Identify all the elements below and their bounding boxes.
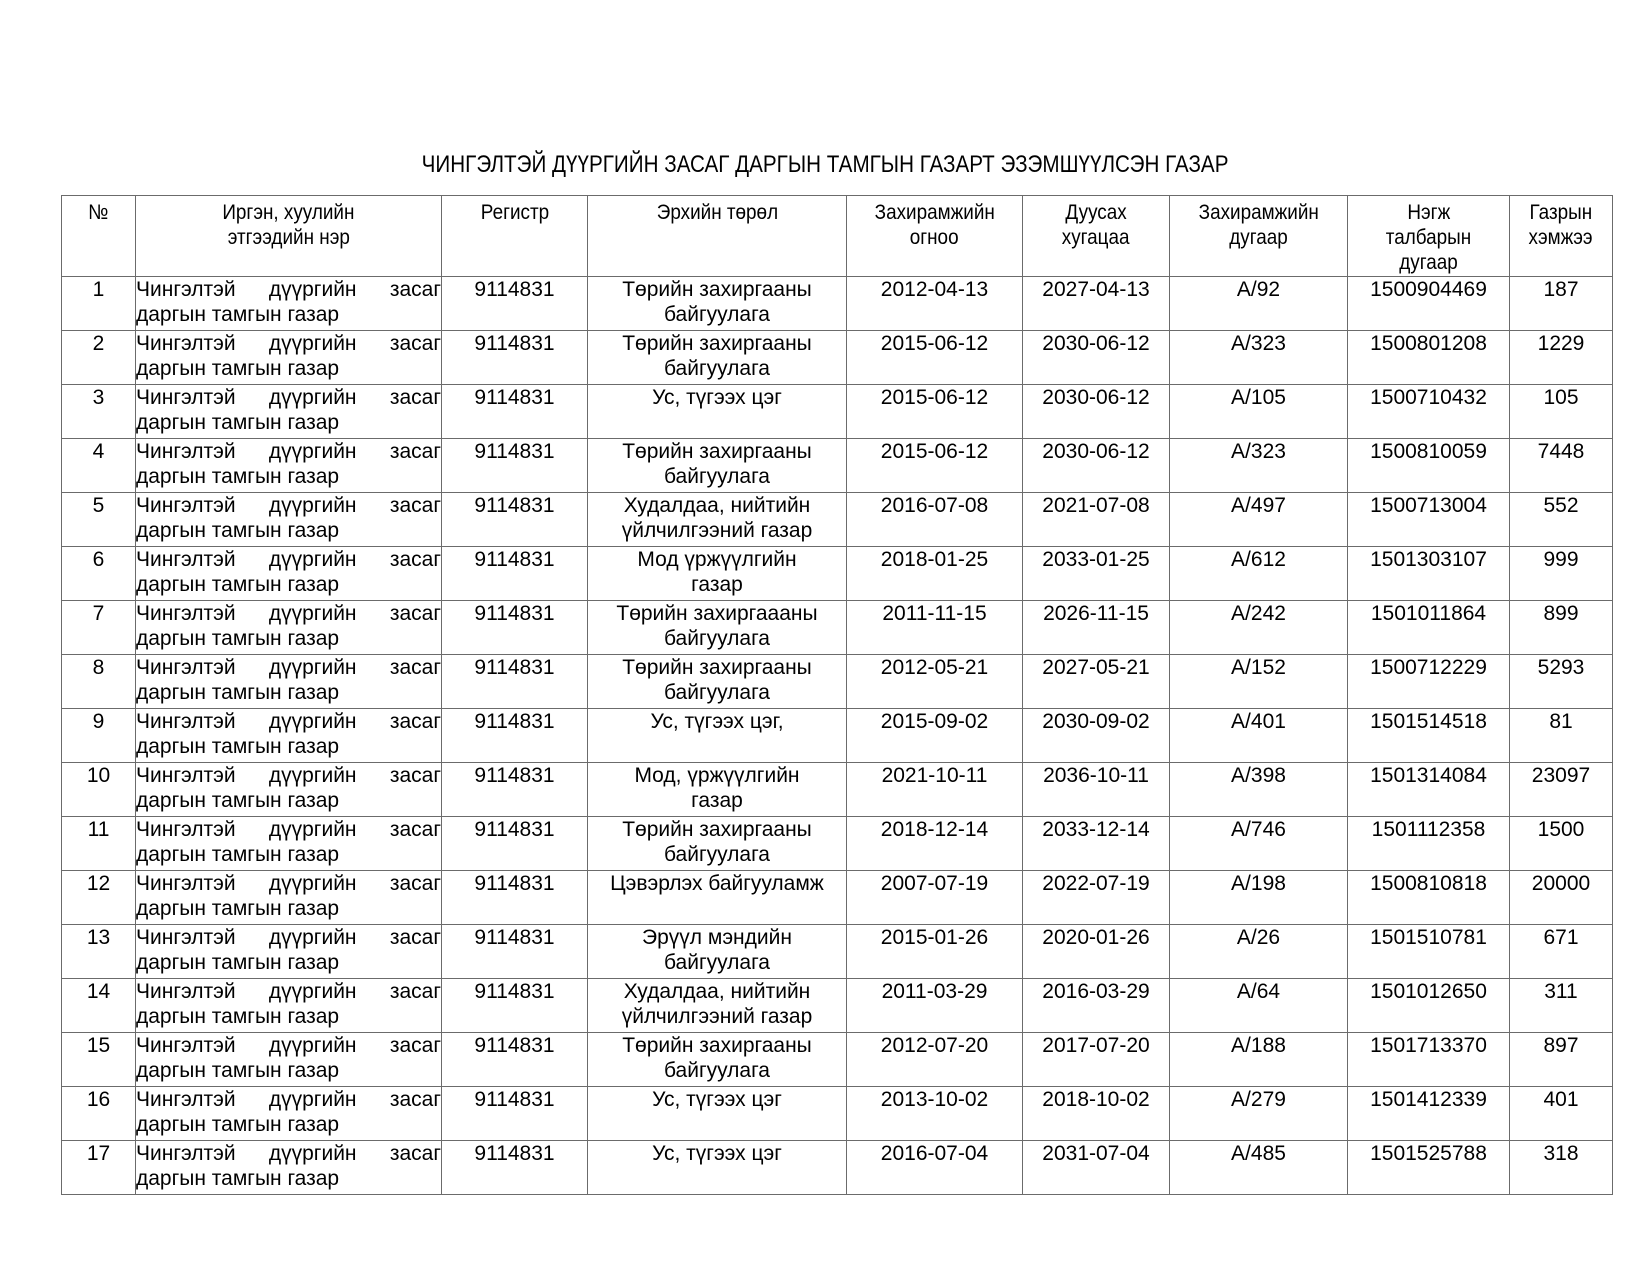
header-parcel-no [1348, 196, 1510, 277]
cell-name-line2: даргын тамгын газар [136, 411, 340, 434]
cell-type-line2: байгуулага [664, 303, 770, 326]
cell-end-date: 2020-01-26 [1023, 925, 1170, 979]
cell-register: 9114831 [442, 1087, 588, 1141]
cell-no: 6 [62, 547, 136, 601]
cell-parcel-no: 1501011864 [1348, 601, 1510, 655]
cell-order-no: А/398 [1170, 763, 1348, 817]
cell-name-line1: Чингэлтэй дүүргийн засаг [136, 1088, 441, 1111]
header-area-line: Газрын [1529, 201, 1593, 224]
table-row [62, 979, 1613, 1033]
cell-order-date: 2021-10-11 [847, 763, 1023, 817]
cell-no: 12 [62, 871, 136, 925]
cell-name-line2: даргын тамгын газар [136, 789, 340, 812]
cell-name-line2: даргын тамгын газар [136, 1167, 340, 1190]
cell-type-line1: Худалдаа, нийтийн [623, 980, 811, 1003]
cell-order-date: 2013-10-02 [847, 1087, 1023, 1141]
cell-register: 9114831 [442, 817, 588, 871]
cell-type-line1: Төрийн захиргаааны [616, 602, 818, 625]
cell-end-date: 2026-11-15 [1023, 601, 1170, 655]
cell-right-type [588, 709, 847, 763]
header-order-no-line: дугаар [1229, 226, 1288, 249]
cell-type-line1: Төрийн захиргааны [622, 656, 812, 679]
cell-name-line2: даргын тамгын газар [136, 735, 340, 758]
cell-order-no: А/198 [1170, 871, 1348, 925]
cell-no: 3 [62, 385, 136, 439]
cell-area: 899 [1510, 601, 1613, 655]
cell-name [136, 601, 442, 655]
cell-end-date: 2030-06-12 [1023, 385, 1170, 439]
cell-name [136, 493, 442, 547]
cell-name-line2: даргын тамгын газар [136, 951, 340, 974]
cell-parcel-no: 1501514518 [1348, 709, 1510, 763]
cell-register: 9114831 [442, 925, 588, 979]
cell-parcel-no: 1501012650 [1348, 979, 1510, 1033]
header-order-date-line: огноо [910, 226, 959, 249]
table-row [62, 601, 1613, 655]
cell-register: 9114831 [442, 385, 588, 439]
cell-order-date: 2015-06-12 [847, 439, 1023, 493]
header-end-date [1023, 196, 1170, 277]
cell-end-date: 2017-07-20 [1023, 1033, 1170, 1087]
cell-name [136, 1087, 442, 1141]
cell-name-line2: даргын тамгын газар [136, 1059, 340, 1082]
cell-name-line1: Чингэлтэй дүүргийн засаг [136, 548, 441, 571]
header-no [62, 196, 136, 277]
header-register-line: Регистр [480, 201, 549, 224]
cell-order-date: 2015-01-26 [847, 925, 1023, 979]
cell-order-no: А/323 [1170, 439, 1348, 493]
cell-right-type [588, 979, 847, 1033]
cell-type-line1: Ус, түгээх цэг [652, 1088, 782, 1111]
header-area [1510, 196, 1613, 277]
cell-name-line1: Чингэлтэй дүүргийн засаг [136, 872, 441, 895]
cell-register: 9114831 [442, 277, 588, 331]
cell-register: 9114831 [442, 871, 588, 925]
cell-order-no: А/497 [1170, 493, 1348, 547]
table-row [62, 277, 1613, 331]
cell-type-line2: байгуулага [664, 465, 770, 488]
cell-name-line2: даргын тамгын газар [136, 1113, 340, 1136]
cell-right-type [588, 925, 847, 979]
cell-register: 9114831 [442, 493, 588, 547]
cell-name-line1: Чингэлтэй дүүргийн засаг [136, 278, 441, 301]
cell-area: 23097 [1510, 763, 1613, 817]
cell-name-line1: Чингэлтэй дүүргийн засаг [136, 440, 441, 463]
cell-type-line2: газар [691, 789, 743, 812]
cell-name-line2: даргын тамгын газар [136, 357, 340, 380]
cell-type-line1: Төрийн захиргааны [622, 818, 812, 841]
cell-order-no: А/188 [1170, 1033, 1348, 1087]
header-parcel-no-line: талбарын [1385, 226, 1472, 249]
cell-no: 2 [62, 331, 136, 385]
cell-no: 1 [62, 277, 136, 331]
table-row [62, 439, 1613, 493]
cell-right-type [588, 385, 847, 439]
cell-right-type [588, 277, 847, 331]
cell-name [136, 817, 442, 871]
cell-no: 16 [62, 1087, 136, 1141]
cell-end-date: 2036-10-11 [1023, 763, 1170, 817]
cell-name-line2: даргын тамгын газар [136, 681, 340, 704]
cell-name-line2: даргын тамгын газар [136, 1005, 340, 1028]
table-row [62, 871, 1613, 925]
cell-right-type [588, 1087, 847, 1141]
cell-order-no: А/612 [1170, 547, 1348, 601]
cell-parcel-no: 1501412339 [1348, 1087, 1510, 1141]
cell-area: 401 [1510, 1087, 1613, 1141]
cell-name-line2: даргын тамгын газар [136, 303, 340, 326]
table-header-row [62, 196, 1613, 277]
table-row [62, 493, 1613, 547]
cell-area: 20000 [1510, 871, 1613, 925]
cell-right-type [588, 493, 847, 547]
cell-end-date: 2030-06-12 [1023, 439, 1170, 493]
cell-right-type [588, 1141, 847, 1195]
cell-parcel-no: 1500810818 [1348, 871, 1510, 925]
cell-area: 897 [1510, 1033, 1613, 1087]
cell-name-line1: Чингэлтэй дүүргийн засаг [136, 1034, 441, 1057]
cell-name-line1: Чингэлтэй дүүргийн засаг [136, 764, 441, 787]
cell-area: 552 [1510, 493, 1613, 547]
cell-order-date: 2015-09-02 [847, 709, 1023, 763]
cell-name-line1: Чингэлтэй дүүргийн засаг [136, 1142, 441, 1165]
cell-type-line2: байгуулага [664, 1059, 770, 1082]
header-order-date-line: Захирамжийн [874, 201, 995, 224]
cell-type-line1: Ус, түгээх цэг [652, 386, 782, 409]
cell-type-line2: байгуулага [664, 681, 770, 704]
cell-type-line2: газар [691, 573, 743, 596]
document-title-text: ЧИНГЭЛТЭЙ ДҮҮРГИЙН ЗАСАГ ДАРГЫН ТАМГЫН ГАЗАРТ ЭЗЭМШҮҮЛСЭН ГАЗАР [421, 151, 1229, 178]
cell-end-date: 2033-12-14 [1023, 817, 1170, 871]
cell-name [136, 385, 442, 439]
header-end-date-line: Дуусах [1065, 201, 1127, 224]
cell-name [136, 709, 442, 763]
table-row [62, 709, 1613, 763]
cell-no: 4 [62, 439, 136, 493]
cell-area: 671 [1510, 925, 1613, 979]
cell-name [136, 1141, 442, 1195]
cell-order-date: 2012-04-13 [847, 277, 1023, 331]
cell-register: 9114831 [442, 601, 588, 655]
cell-name-line1: Чингэлтэй дүүргийн засаг [136, 980, 441, 1003]
header-right-type-line: Эрхийн төрөл [656, 201, 778, 224]
cell-type-line1: Ус, түгээх цэг, [650, 710, 784, 733]
cell-end-date: 2030-06-12 [1023, 331, 1170, 385]
cell-name-line1: Чингэлтэй дүүргийн засаг [136, 386, 441, 409]
cell-parcel-no: 1500712229 [1348, 655, 1510, 709]
cell-no: 13 [62, 925, 136, 979]
cell-name [136, 925, 442, 979]
cell-name-line1: Чингэлтэй дүүргийн засаг [136, 602, 441, 625]
cell-parcel-no: 1500801208 [1348, 331, 1510, 385]
cell-name-line1: Чингэлтэй дүүргийн засаг [136, 494, 441, 517]
cell-name-line2: даргын тамгын газар [136, 897, 340, 920]
table-row [62, 1141, 1613, 1195]
cell-area: 7448 [1510, 439, 1613, 493]
cell-order-date: 2015-06-12 [847, 331, 1023, 385]
cell-order-date: 2011-03-29 [847, 979, 1023, 1033]
cell-name [136, 331, 442, 385]
table-row [62, 817, 1613, 871]
table-row [62, 331, 1613, 385]
cell-order-date: 2011-11-15 [847, 601, 1023, 655]
table-row [62, 925, 1613, 979]
cell-parcel-no: 1501314084 [1348, 763, 1510, 817]
cell-name [136, 979, 442, 1033]
cell-order-date: 2016-07-04 [847, 1141, 1023, 1195]
cell-right-type [588, 1033, 847, 1087]
cell-register: 9114831 [442, 547, 588, 601]
cell-type-line1: Худалдаа, нийтийн [623, 494, 811, 517]
header-name [136, 196, 442, 277]
cell-area: 1500 [1510, 817, 1613, 871]
cell-end-date: 2022-07-19 [1023, 871, 1170, 925]
cell-order-no: А/279 [1170, 1087, 1348, 1141]
cell-right-type [588, 655, 847, 709]
cell-end-date: 2027-05-21 [1023, 655, 1170, 709]
cell-order-date: 2015-06-12 [847, 385, 1023, 439]
cell-order-no: А/323 [1170, 331, 1348, 385]
cell-no: 17 [62, 1141, 136, 1195]
cell-area: 105 [1510, 385, 1613, 439]
header-parcel-no-line: дугаар [1399, 251, 1458, 274]
cell-register: 9114831 [442, 1033, 588, 1087]
cell-type-line1: Цэвэрлэх байгууламж [610, 872, 824, 895]
cell-order-no: А/401 [1170, 709, 1348, 763]
cell-area: 311 [1510, 979, 1613, 1033]
document-title [0, 150, 1650, 180]
header-parcel-no-line: Нэгж [1407, 201, 1450, 224]
header-right-type [588, 196, 847, 277]
cell-name-line2: даргын тамгын газар [136, 573, 340, 596]
header-register [442, 196, 588, 277]
table-row [62, 655, 1613, 709]
cell-name [136, 871, 442, 925]
cell-name [136, 1033, 442, 1087]
header-no-line: № [88, 201, 109, 224]
cell-end-date: 2031-07-04 [1023, 1141, 1170, 1195]
table-row [62, 1033, 1613, 1087]
cell-name [136, 439, 442, 493]
header-name-line: этгээдийн нэр [227, 226, 350, 249]
cell-name-line2: даргын тамгын газар [136, 519, 340, 542]
cell-order-no: А/152 [1170, 655, 1348, 709]
cell-register: 9114831 [442, 1141, 588, 1195]
cell-type-line2: байгуулага [664, 627, 770, 650]
cell-name-line1: Чингэлтэй дүүргийн засаг [136, 926, 441, 949]
table-row [62, 385, 1613, 439]
cell-no: 15 [62, 1033, 136, 1087]
cell-name-line2: даргын тамгын газар [136, 627, 340, 650]
cell-name-line1: Чингэлтэй дүүргийн засаг [136, 332, 441, 355]
cell-type-line2: үйлчилгээний газар [621, 519, 813, 542]
cell-order-date: 2007-07-19 [847, 871, 1023, 925]
cell-name-line1: Чингэлтэй дүүргийн засаг [136, 818, 441, 841]
cell-right-type [588, 871, 847, 925]
cell-name [136, 655, 442, 709]
cell-type-line1: Эрүүл мэндийн [642, 926, 792, 949]
cell-parcel-no: 1500810059 [1348, 439, 1510, 493]
cell-order-date: 2018-12-14 [847, 817, 1023, 871]
cell-name-line2: даргын тамгын газар [136, 465, 340, 488]
cell-name [136, 547, 442, 601]
header-order-date [847, 196, 1023, 277]
cell-right-type [588, 439, 847, 493]
header-order-no-line: Захирамжийн [1198, 201, 1319, 224]
cell-type-line1: Төрийн захиргааны [622, 440, 812, 463]
cell-area: 318 [1510, 1141, 1613, 1195]
cell-area: 81 [1510, 709, 1613, 763]
cell-order-no: А/92 [1170, 277, 1348, 331]
cell-order-no: А/242 [1170, 601, 1348, 655]
cell-register: 9114831 [442, 979, 588, 1033]
cell-end-date: 2027-04-13 [1023, 277, 1170, 331]
cell-no: 10 [62, 763, 136, 817]
cell-type-line1: Төрийн захиргааны [622, 1034, 812, 1057]
cell-end-date: 2018-10-02 [1023, 1087, 1170, 1141]
cell-register: 9114831 [442, 709, 588, 763]
cell-order-no: А/64 [1170, 979, 1348, 1033]
cell-register: 9114831 [442, 439, 588, 493]
cell-parcel-no: 1500713004 [1348, 493, 1510, 547]
cell-parcel-no: 1501303107 [1348, 547, 1510, 601]
cell-end-date: 2016-03-29 [1023, 979, 1170, 1033]
header-order-no [1170, 196, 1348, 277]
cell-no: 14 [62, 979, 136, 1033]
cell-right-type [588, 601, 847, 655]
land-table [61, 195, 1613, 1195]
cell-no: 9 [62, 709, 136, 763]
cell-right-type [588, 331, 847, 385]
table-row [62, 1087, 1613, 1141]
cell-no: 5 [62, 493, 136, 547]
cell-end-date: 2033-01-25 [1023, 547, 1170, 601]
cell-name-line1: Чингэлтэй дүүргийн засаг [136, 710, 441, 733]
cell-order-no: А/26 [1170, 925, 1348, 979]
cell-area: 5293 [1510, 655, 1613, 709]
cell-no: 7 [62, 601, 136, 655]
cell-type-line1: Төрийн захиргааны [622, 332, 812, 355]
cell-right-type [588, 547, 847, 601]
cell-area: 999 [1510, 547, 1613, 601]
cell-order-no: А/105 [1170, 385, 1348, 439]
cell-register: 9114831 [442, 331, 588, 385]
cell-name-line1: Чингэлтэй дүүргийн засаг [136, 656, 441, 679]
cell-name-line2: даргын тамгын газар [136, 843, 340, 866]
cell-order-date: 2012-05-21 [847, 655, 1023, 709]
cell-no: 11 [62, 817, 136, 871]
cell-order-date: 2018-01-25 [847, 547, 1023, 601]
cell-parcel-no: 1501112358 [1348, 817, 1510, 871]
cell-type-line2: үйлчилгээний газар [621, 1005, 813, 1028]
cell-order-date: 2012-07-20 [847, 1033, 1023, 1087]
cell-right-type [588, 763, 847, 817]
header-area-line: хэмжээ [1528, 226, 1594, 249]
cell-name [136, 277, 442, 331]
cell-type-line1: Ус, түгээх цэг [652, 1142, 782, 1165]
cell-parcel-no: 1501713370 [1348, 1033, 1510, 1087]
cell-parcel-no: 1501525788 [1348, 1141, 1510, 1195]
cell-area: 1229 [1510, 331, 1613, 385]
header-end-date-line: хугацаа [1062, 226, 1130, 249]
cell-type-line2: байгуулага [664, 951, 770, 974]
cell-order-no: А/746 [1170, 817, 1348, 871]
cell-register: 9114831 [442, 763, 588, 817]
cell-parcel-no: 1500904469 [1348, 277, 1510, 331]
cell-end-date: 2021-07-08 [1023, 493, 1170, 547]
cell-type-line2: байгуулага [664, 843, 770, 866]
cell-order-date: 2016-07-08 [847, 493, 1023, 547]
table-row [62, 763, 1613, 817]
header-name-line: Иргэн, хуулийн [222, 201, 355, 224]
cell-type-line1: Мод, үржүүлгийн [634, 764, 800, 787]
cell-name [136, 763, 442, 817]
cell-type-line1: Мод үржүүлгийн [637, 548, 797, 571]
cell-no: 8 [62, 655, 136, 709]
cell-parcel-no: 1500710432 [1348, 385, 1510, 439]
cell-end-date: 2030-09-02 [1023, 709, 1170, 763]
cell-register: 9114831 [442, 655, 588, 709]
cell-order-no: А/485 [1170, 1141, 1348, 1195]
table-row [62, 547, 1613, 601]
cell-area: 187 [1510, 277, 1613, 331]
cell-type-line1: Төрийн захиргааны [622, 278, 812, 301]
cell-right-type [588, 817, 847, 871]
cell-parcel-no: 1501510781 [1348, 925, 1510, 979]
cell-type-line2: байгуулага [664, 357, 770, 380]
table-body [62, 277, 1613, 1195]
